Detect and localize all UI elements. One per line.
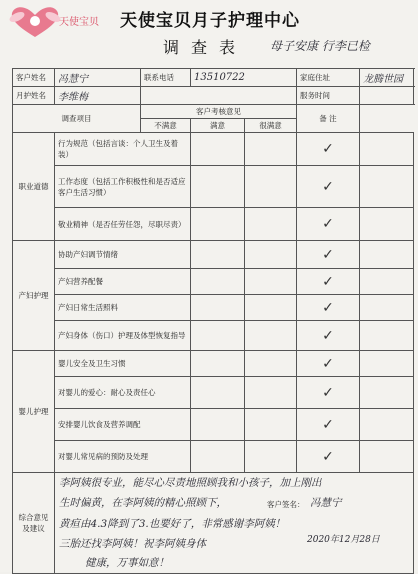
check-mark-icon: ✓ xyxy=(297,441,360,473)
section-name: 产妇护理 xyxy=(13,241,55,351)
survey-table xyxy=(12,68,414,574)
check-mark-icon: ✓ xyxy=(297,269,360,295)
service-time-value xyxy=(360,87,414,105)
phone-label: 联系电话 xyxy=(141,69,191,87)
table-row xyxy=(13,208,414,241)
table-row xyxy=(13,321,414,351)
comment-line: 生时偏黄，在李阿姨的精心照顾下， xyxy=(59,497,227,509)
address-value: 龙腾世园 xyxy=(360,69,414,87)
service-time-label: 服务时间 xyxy=(297,87,360,105)
comment-line: 黄疸由4.3降到了3.也要好了，非常感谢李阿姨！ xyxy=(59,518,286,530)
nanny-value: 李维梅 xyxy=(55,87,141,105)
comment-line: 李阿姨很专业，能尽心尽责地照顾我和小孩子，加上刚出 xyxy=(59,477,322,489)
comment-line: 健康，万事如意！ xyxy=(85,557,169,569)
item-label: 工作态度（包括工作积极性和是否适应客户生活习惯） xyxy=(55,166,191,208)
item-label: 行为规范（包括言谈：个人卫生及着装） xyxy=(55,133,191,166)
table-row xyxy=(13,295,414,321)
item-label: 对婴儿的爱心：耐心及责任心 xyxy=(55,377,191,409)
handwritten-note: 母子安康 行李已检 xyxy=(270,39,370,53)
comment-cell xyxy=(55,473,414,574)
check-mark-icon: ✓ xyxy=(297,166,360,208)
phone-value: 13510722 xyxy=(191,69,297,87)
item-label: 产妇营养配餐 xyxy=(55,269,191,295)
table-row xyxy=(13,377,414,409)
signature-date: 2020年12月28日 xyxy=(307,535,380,545)
section-name: 职业道德 xyxy=(13,133,55,241)
address-label: 家庭住址 xyxy=(297,69,360,87)
table-row xyxy=(13,269,414,295)
comment-label: 综合意见及建议 xyxy=(13,473,55,574)
info-row-2 xyxy=(13,87,414,105)
signature-label: 客户签名： xyxy=(267,500,305,509)
table-row xyxy=(13,351,414,377)
table-row xyxy=(13,409,414,441)
signature-value: 冯慧宁 xyxy=(310,497,342,509)
nanny-label: 月护姓名 xyxy=(13,87,55,105)
header-row xyxy=(13,105,414,119)
check-mark-icon: ✓ xyxy=(297,351,360,377)
comment-line: 三胎还找李阿姨！祝李阿姨身体 xyxy=(59,538,206,550)
section-name: 婴儿护理 xyxy=(13,351,55,473)
table-row xyxy=(13,441,414,473)
table-row xyxy=(13,133,414,166)
item-label: 产妇身体（伤口）护理及体型恢复指导 xyxy=(55,321,191,351)
check-mark-icon: ✓ xyxy=(297,208,360,241)
item-label: 对婴儿常见病的预防及处理 xyxy=(55,441,191,473)
rating-very-satisfied: 很满意 xyxy=(245,119,297,133)
comment-row xyxy=(13,473,414,574)
rating-satisfied: 满意 xyxy=(191,119,245,133)
check-mark-icon: ✓ xyxy=(297,409,360,441)
check-mark-icon: ✓ xyxy=(297,241,360,269)
item-label: 婴儿安全及卫生习惯 xyxy=(55,351,191,377)
remark-header: 备 注 xyxy=(297,105,360,133)
page-title: 天使宝贝月子护理中心 xyxy=(120,11,300,31)
angel-heart-logo xyxy=(5,3,100,41)
item-label: 产妇日常生活照料 xyxy=(55,295,191,321)
table-row xyxy=(13,166,414,208)
check-mark-icon: ✓ xyxy=(297,377,360,409)
form-subtitle: 调查表 xyxy=(163,38,248,57)
check-mark-icon: ✓ xyxy=(297,133,360,166)
check-mark-icon: ✓ xyxy=(297,321,360,351)
check-mark-icon: ✓ xyxy=(297,295,360,321)
name-value: 冯慧宁 xyxy=(55,69,141,87)
name-label: 客户姓名 xyxy=(13,69,55,87)
item-label: 协助产妇调节情绪 xyxy=(55,241,191,269)
logo-text: 天使宝贝 xyxy=(59,17,99,28)
table-row xyxy=(13,241,414,269)
item-label: 安排婴儿饮食及营养调配 xyxy=(55,409,191,441)
item-label: 敬业精神（是否任劳任怨，尽职尽责） xyxy=(55,208,191,241)
opinion-header: 客户考核意见 xyxy=(141,105,297,119)
rating-unsatisfied: 不满意 xyxy=(141,119,191,133)
info-row-1 xyxy=(13,69,414,87)
item-header: 调查项目 xyxy=(13,105,141,133)
